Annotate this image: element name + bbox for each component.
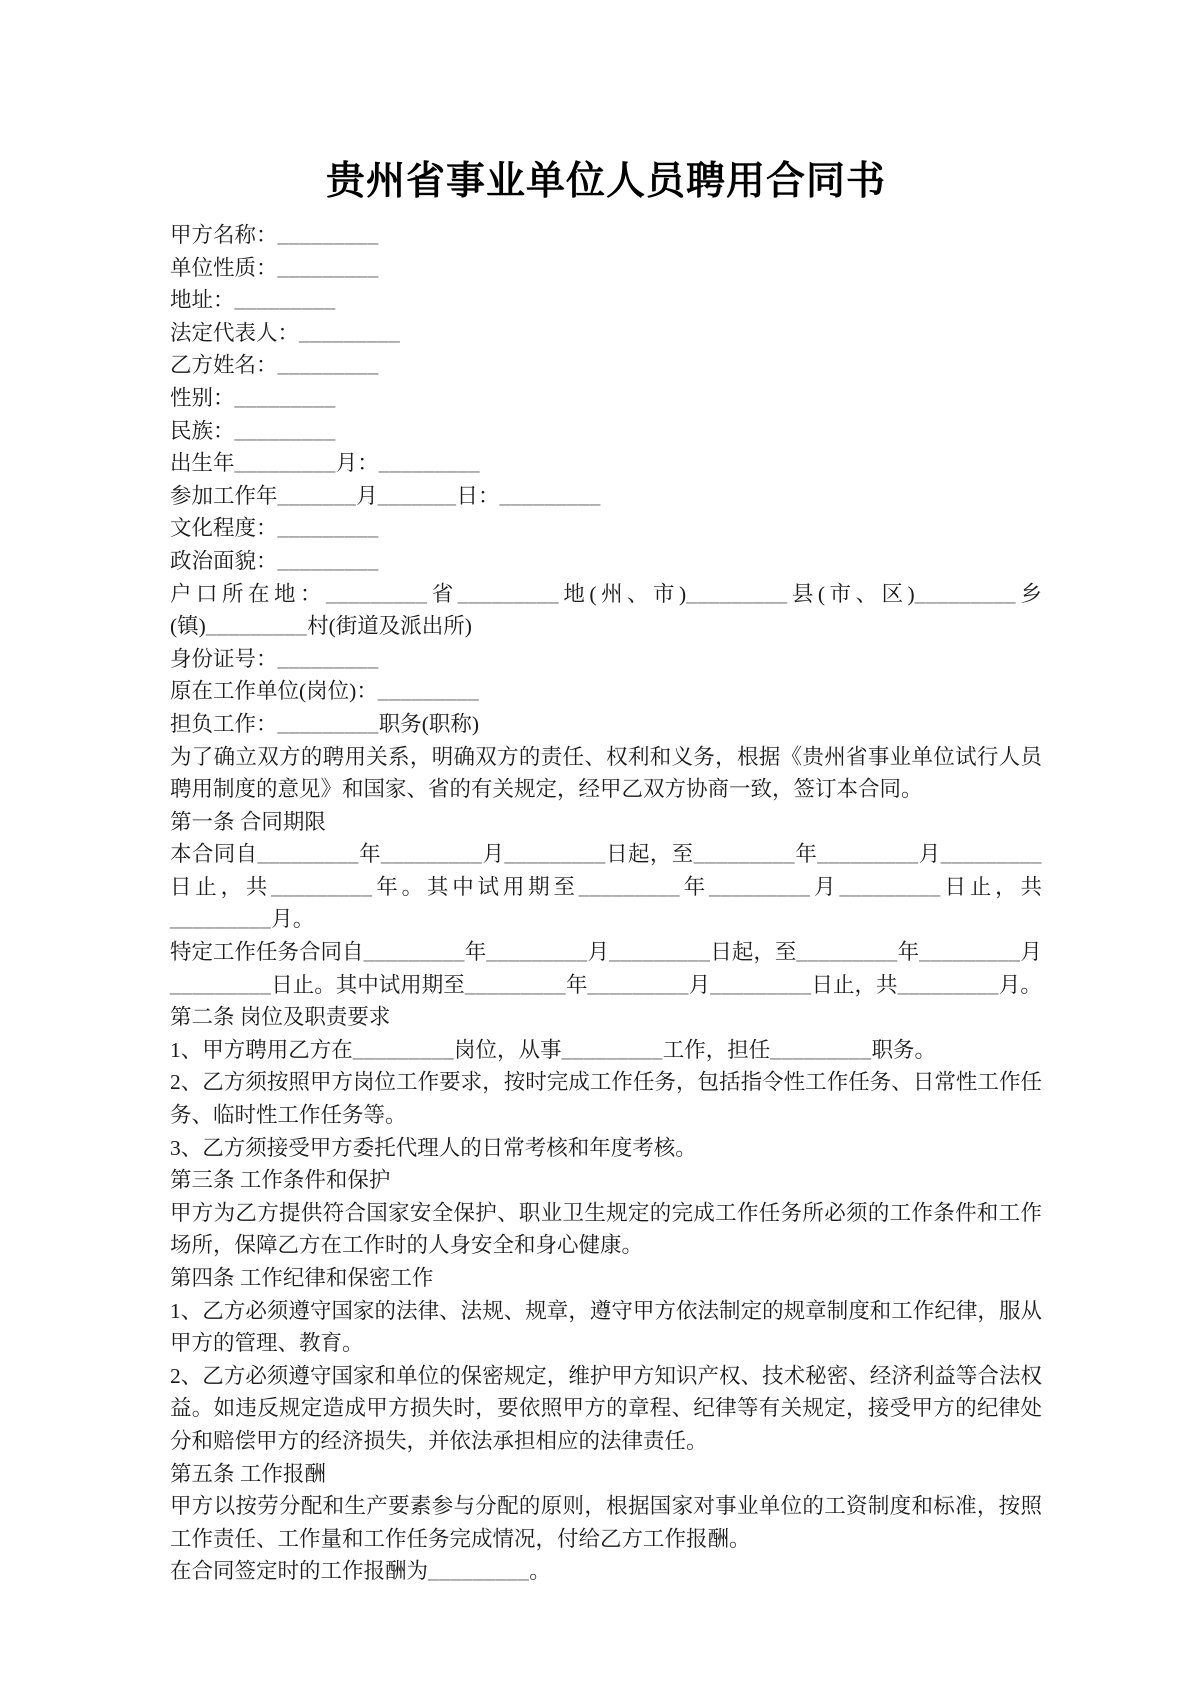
- section-heading: 第四条 工作纪律和保密工作: [170, 1266, 434, 1290]
- fill-in-blank: _________: [464, 972, 567, 997]
- fill-in-blank: _________: [457, 581, 559, 606]
- fill-in-blank: _________: [271, 874, 373, 899]
- fill-in-blank: _________: [428, 1559, 530, 1584]
- paragraph: 乙方姓名：_________: [170, 353, 379, 378]
- fill-in-blank: _________: [609, 940, 711, 965]
- fill-in-blank: _________: [170, 907, 272, 932]
- paragraph: 特定工作任务合同自_________年_________月_________日起，至_________年_________月_________日止。其中试用期至_________年_________月_________日止，共_________月。: [170, 940, 1042, 997]
- section-heading: 第二条 岗位及职责要求: [170, 1005, 391, 1030]
- paragraph: 民族：_________: [170, 418, 336, 443]
- fill-in-blank: _________: [940, 842, 1042, 867]
- fill-in-blank: _________: [277, 353, 379, 378]
- fill-in-blank: _________: [587, 972, 689, 997]
- paragraph: 2、乙方必须遵守国家和单位的保密规定，维护甲方知识产权、技术秘密、经济利益等合法权益。如违反规定造成甲方损失时，要依照甲方的章程、纪律等有关规定，接受甲方的纪律处分和赔偿甲方的经济损失，并依法承担相应的法律责任。: [170, 1363, 1042, 1453]
- fill-in-blank: _________: [693, 842, 795, 867]
- fill-in-blank: _________: [257, 842, 359, 867]
- fill-in-blank: _________: [919, 940, 1021, 965]
- paragraph: 甲方名称：_________: [170, 223, 379, 247]
- paragraph: 原在工作单位(岗位)：_________: [170, 679, 480, 704]
- fill-in-blank: _________: [234, 385, 336, 410]
- fill-in-blank: _________: [205, 614, 308, 639]
- paragraph: 性别：_________: [170, 385, 336, 410]
- paragraph: 3、乙方须接受甲方委托代理人的日常考核和年度考核。: [170, 1135, 697, 1160]
- fill-in-blank: _________: [561, 1037, 663, 1062]
- fill-in-blank: _________: [234, 288, 336, 313]
- paragraph: 1、甲方聘用乙方在_________岗位，从事_________工作，担任_________职务。: [170, 1037, 937, 1062]
- fill-in-blank: _________: [234, 451, 336, 476]
- section-heading: 第五条 工作报酬: [170, 1461, 326, 1486]
- fill-in-blank: _________: [499, 483, 601, 508]
- fill-in-blank: _________: [234, 418, 336, 443]
- fill-in-blank: _________: [277, 255, 379, 280]
- document-body: [170, 219, 1042, 1588]
- fill-in-blank: _________: [277, 646, 379, 671]
- paragraph: 本合同自_________年_________月_________日起，至_________年_________月_________日止，共_________年。其中试用期至_________年_________月_________日止，共_________月。: [170, 842, 1042, 932]
- fill-in-blank: _________: [378, 451, 481, 476]
- paragraph: 法定代表人：_________: [170, 320, 401, 345]
- fill-in-blank: _________: [363, 940, 465, 965]
- paragraph: 出生年_________月：_________: [170, 451, 481, 476]
- fill-in-blank: _________: [710, 972, 812, 997]
- paragraph: 参加工作年_______月_______日：_________: [170, 483, 601, 508]
- fill-in-blank: _________: [352, 1037, 455, 1062]
- fill-in-blank: _______: [377, 483, 457, 508]
- paragraph: 政治面貌：_________: [170, 548, 379, 573]
- fill-in-blank: _________: [686, 581, 788, 606]
- fill-in-blank: _________: [277, 516, 379, 541]
- section-heading: 第三条 工作条件和保护: [170, 1168, 391, 1193]
- fill-in-blank: _________: [277, 548, 379, 573]
- fill-in-blank: _________: [817, 842, 919, 867]
- fill-in-blank: _________: [839, 874, 941, 899]
- fill-in-blank: _________: [486, 940, 588, 965]
- paragraph: 甲方以按劳分配和生产要素参与分配的原则，根据国家对事业单位的工资制度和标准，按照工作责任、工作量和工作任务完成情况，付给乙方工作报酬。: [170, 1494, 1042, 1551]
- paragraph: 为了确立双方的聘用关系，明确双方的责任、权利和义务，根据《贵州省事业单位试行人员聘用制度的意见》和国家、省的有关规定，经甲乙双方协商一致，签订本合同。: [170, 744, 1042, 802]
- fill-in-blank: _________: [504, 842, 606, 867]
- fill-in-blank: _________: [381, 842, 483, 867]
- fill-in-blank: _________: [897, 972, 999, 997]
- paragraph: 身份证号：_________: [170, 646, 379, 671]
- paragraph: 地址：_________: [170, 288, 336, 313]
- fill-in-blank: _______: [277, 483, 357, 508]
- document-title: 贵州省事业单位人员聘用合同书: [325, 160, 886, 203]
- fill-in-blank: _________: [277, 711, 379, 736]
- fill-in-blank: _________: [299, 320, 401, 345]
- fill-in-blank: _________: [709, 874, 811, 899]
- fill-in-blank: _________: [578, 874, 680, 899]
- fill-in-blank: _________: [914, 581, 1016, 606]
- fill-in-blank: _________: [377, 679, 480, 704]
- paragraph: 2、乙方须按照甲方岗位工作要求，按时完成工作任务，包括指令性工作任务、日常性工作任务、临时性工作任务等。: [170, 1070, 1042, 1128]
- fill-in-blank: _________: [796, 940, 898, 965]
- paragraph: 单位性质：_________: [170, 255, 379, 280]
- paragraph: 户口所在地：_________省_________地(州、市)_________县(市、区)_________乡(镇)_________村(街道及派出所): [170, 581, 1042, 639]
- paragraph: 1、乙方必须遵守国家的法律、法规、规章，遵守甲方依法制定的规章制度和工作纪律，服从甲方的管理、教育。: [170, 1298, 1042, 1356]
- section-heading: 第一条 合同期限: [170, 809, 326, 834]
- paragraph: 担负工作：_________职务(职称): [170, 711, 480, 736]
- paragraph: 在合同签定时的工作报酬为_________。: [170, 1559, 551, 1584]
- paragraph: 甲方为乙方提供符合国家安全保护、职业卫生规定的完成工作任务所必须的工作条件和工作场所，保障乙方在工作时的人身安全和身心健康。: [170, 1200, 1042, 1258]
- fill-in-blank: _________: [770, 1037, 872, 1062]
- fill-in-blank: _________: [325, 581, 428, 606]
- fill-in-blank: _________: [277, 223, 379, 247]
- fill-in-blank: _________: [170, 972, 272, 997]
- paragraph: 文化程度：_________: [170, 516, 379, 541]
